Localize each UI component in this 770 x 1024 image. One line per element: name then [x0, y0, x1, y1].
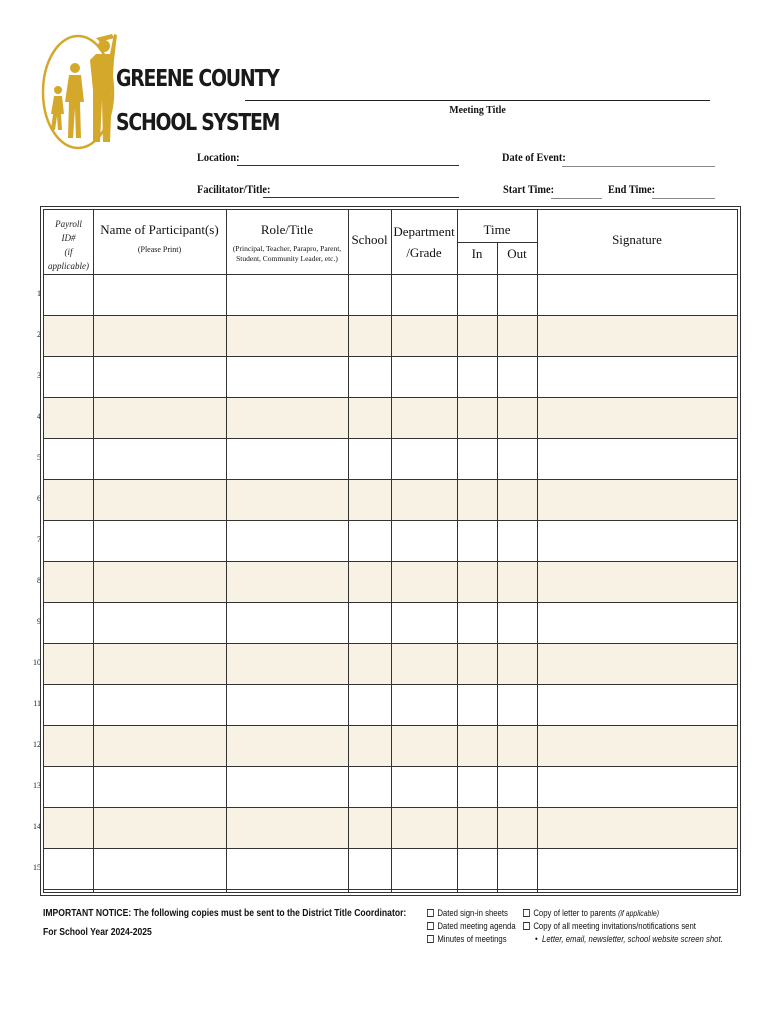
row-number: 13 [33, 781, 41, 790]
time-out-header: Out [507, 246, 527, 261]
checklist-left [427, 907, 516, 946]
time-in-header: In [471, 246, 483, 261]
checklist-right [523, 907, 723, 946]
logo-emblem [40, 30, 230, 155]
row-number: 4 [37, 412, 41, 421]
time-header: Time [483, 222, 511, 237]
row-divider [44, 602, 737, 603]
end-time-label: End Time: [608, 184, 656, 196]
facilitator-field[interactable] [263, 197, 459, 198]
school-year: For School Year 2024-2025 [43, 927, 152, 938]
participant-name-label: Name of Participant(s) [100, 222, 219, 237]
checkbox-icon [427, 909, 434, 917]
row-number: 12 [33, 740, 41, 749]
row-divider [44, 725, 737, 726]
school-logo [40, 30, 280, 155]
checkbox-icon [427, 935, 434, 943]
logo-line-2: SCHOOL SYSTEM [116, 110, 280, 136]
row-number: 5 [37, 453, 41, 462]
date-of-event-field[interactable] [562, 166, 715, 167]
row-divider [44, 438, 737, 439]
row-divider [44, 889, 737, 890]
checkbox-icon [427, 922, 434, 930]
checklist-item-minutes[interactable]: Minutes of meetings [427, 933, 516, 946]
row-divider [44, 479, 737, 480]
row-divider [44, 356, 737, 357]
meeting-title-label: Meeting Title [449, 104, 506, 116]
date-of-event-label: Date of Event: [502, 152, 566, 164]
logo-line-1: GREENE COUNTY [116, 66, 279, 92]
participant-name-header [93, 222, 226, 255]
location-field[interactable] [237, 165, 459, 166]
row-divider [44, 274, 737, 275]
column-divider [93, 210, 94, 892]
column-divider [497, 242, 498, 892]
column-divider [457, 210, 458, 892]
location-label: Location: [197, 152, 240, 164]
department-label: Department [393, 224, 455, 239]
row-number: 6 [37, 494, 41, 503]
row-divider [44, 315, 737, 316]
row-number: 10 [33, 658, 41, 667]
department-grade-header [391, 222, 457, 264]
time-subheader-divider [457, 242, 537, 243]
checklist-item-invitations[interactable]: Copy of all meeting invitations/notifications sent [523, 920, 723, 933]
school-header: School [351, 232, 388, 247]
meeting-title-field[interactable] [245, 100, 710, 101]
payroll-applicable-label: (if applicable) [48, 246, 89, 271]
important-notice: IMPORTANT NOTICE: The following copies must be sent to the District Title Coordinator: [43, 908, 407, 919]
payroll-id-header [44, 218, 93, 274]
participant-name-sub: (Please Print) [137, 244, 182, 254]
row-number: 2 [37, 330, 41, 339]
row-number: 11 [33, 699, 41, 708]
row-number: 8 [37, 576, 41, 585]
payroll-label: Payroll [55, 219, 82, 229]
checklist-item-agenda[interactable]: Dated meeting agenda [427, 920, 516, 933]
row-number: 3 [37, 371, 41, 380]
role-title-header [226, 222, 348, 265]
payroll-id-label: ID# [61, 232, 76, 243]
sign-in-table [40, 206, 741, 896]
checkbox-icon [523, 909, 530, 917]
column-divider [348, 210, 349, 892]
row-divider [44, 643, 737, 644]
grade-label: /Grade [406, 244, 442, 260]
column-divider [226, 210, 227, 892]
signature-header: Signature [612, 232, 662, 247]
row-divider [44, 684, 737, 685]
column-divider [537, 210, 538, 892]
checkbox-icon [523, 922, 530, 930]
checklist-subitem: • Letter, email, newsletter, school website screen shot. [535, 934, 723, 944]
checklist-item-letter[interactable]: Copy of letter to parents (if applicable) [523, 907, 723, 920]
row-number: 15 [33, 863, 41, 872]
row-number: 9 [37, 617, 41, 626]
row-number: 1 [37, 289, 41, 298]
row-divider [44, 807, 737, 808]
checklist-item-sign-in[interactable]: Dated sign-in sheets [427, 907, 516, 920]
row-divider [44, 397, 737, 398]
bullet-icon: • [535, 934, 543, 944]
facilitator-label: Facilitator/Title: [197, 184, 271, 196]
row-divider [44, 561, 737, 562]
start-time-field[interactable] [551, 198, 602, 199]
row-divider [44, 520, 737, 521]
row-divider [44, 848, 737, 849]
role-title-label: Role/Title [260, 222, 314, 237]
row-number: 14 [33, 822, 41, 831]
logo-figures [51, 34, 117, 142]
column-divider [391, 210, 392, 892]
role-title-sub: (Principal, Teacher, Parapro, Parent, Student, Community Leader, etc.) [232, 243, 342, 264]
row-divider [44, 766, 737, 767]
start-time-label: Start Time: [503, 184, 555, 196]
table-grid [43, 209, 738, 893]
end-time-field[interactable] [652, 198, 715, 199]
row-number: 7 [37, 535, 41, 544]
